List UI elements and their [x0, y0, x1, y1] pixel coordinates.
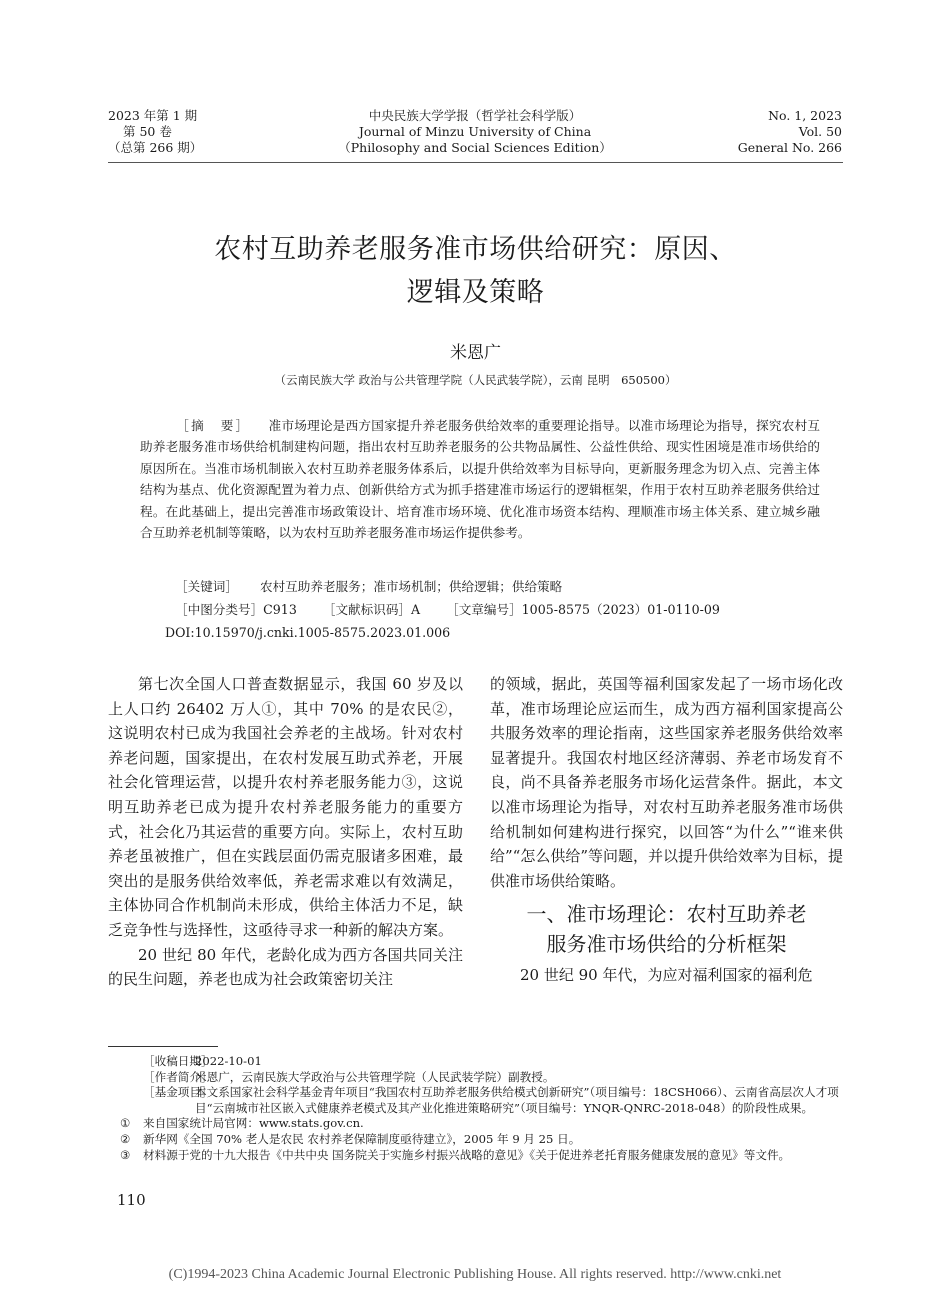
author-bio: 米恩广，云南民族大学政治与公共管理学院（人民武装学院）副教授。	[195, 1069, 555, 1084]
paper-title	[108, 228, 843, 314]
abstract	[140, 415, 820, 543]
header-total-issue: （总第 266 期）	[108, 140, 203, 155]
header-issue-en: No. 1, 2023	[768, 108, 842, 123]
footnote-mark: ②	[120, 1131, 131, 1146]
doc-code-label: ［文献标识码］	[322, 602, 411, 617]
body-paragraph: 第七次全国人口普查数据显示，我国 60 岁及以上人口约 26402 万人①，其中 70% 的是农民②，这说明农村已成为我国社会养老的主战场。针对农村养老问题，国家提出，在农村发展互助式养老，开展社会化管理运营，以提升农村养老服务能力③，这说明互助养老已成为提升农村养老服务能力的重要方式，社会化乃其运营的重要方向。实际上，农村互助养老虽被推广，但在实践层面仍需克服诸多困难，最突出的是服务供给效率低，养老需求难以有效满足，主体协同合作机制尚未形成，供给主体活力不足，缺乏竞争性与选择性，这亟待寻求一种新的解决方案。	[108, 675, 463, 939]
footnote-text: 材料源于党的十九大报告《中共中央 国务院关于实施乡村振兴战略的意见》《关于促进养老托育服务健康发展的意见》等文件。	[143, 1147, 791, 1162]
title-line-1: 农村互助养老服务准市场供给研究：原因、	[214, 234, 737, 265]
header-journal-name	[260, 108, 690, 156]
article-no-value: 1005-8575（2023）01-0110-09	[521, 602, 720, 617]
header-volume: 第 50 卷	[123, 124, 172, 139]
author-bio-label: ［作者简介］	[143, 1069, 213, 1084]
body-paragraph: 20 世纪 80 年代，老龄化成为西方各国共同关注的民生问题，养老也成为社会政策密切关注	[108, 945, 463, 989]
header-issue: 2023 年第 1 期	[108, 108, 198, 123]
footnote-item	[108, 1116, 843, 1132]
footnote-item	[108, 1132, 843, 1148]
journal-name-en: Journal of Minzu University of China	[358, 124, 592, 139]
doi: DOI:10.15970/j.cnki.1005-8575.2023.01.006	[165, 625, 451, 640]
clc-label: ［中图分类号］	[175, 602, 264, 617]
doc-code-value: A	[411, 602, 421, 617]
title-line-2: 逻辑及策略	[406, 277, 545, 308]
header-volume-en: Vol. 50	[798, 124, 842, 139]
footnote-author	[108, 1070, 843, 1086]
keywords-text: 农村互助养老服务；准市场机制；供给逻辑；供给策略	[259, 579, 563, 594]
section-heading-1	[490, 899, 843, 959]
article-no-label: ［文章编号］	[446, 602, 522, 617]
body-paragraph: 20 世纪 90 年代，为应对福利国家的福利危	[520, 966, 813, 985]
header-issue-info	[108, 108, 202, 156]
author-affiliation: （云南民族大学 政治与公共管理学院（人民武装学院），云南 昆明 650500）	[274, 373, 677, 387]
body-left-column	[108, 672, 463, 992]
header-general-no: General No. 266	[737, 140, 842, 155]
classification-line	[175, 599, 825, 620]
journal-edition-en: （Philosophy and Social Sciences Edition）	[338, 140, 612, 155]
author-name: 米恩广	[450, 343, 501, 363]
received-date: 2022-10-01	[195, 1054, 262, 1068]
footnote-rule	[108, 1046, 218, 1047]
footnote-mark: ③	[120, 1147, 131, 1162]
footnote-item	[108, 1148, 843, 1164]
section-heading-line-1: 一、准市场理论：农村互助养老	[526, 902, 807, 927]
header-issue-info-en	[738, 108, 842, 156]
footnote-text: 新华网《全国 70% 老人是农民 农村养老保障制度亟待建立》，2005 年 9 月 25 日。	[143, 1131, 581, 1146]
section-heading-line-2: 服务准市场供给的分析框架	[546, 932, 787, 957]
page-number: 110	[117, 1191, 146, 1209]
copyright-notice: (C)1994-2023 China Academic Journal Electronic Publishing House. All rights reserved. http://www.cnki.net	[168, 1267, 782, 1282]
fund-text: 本文系国家社会科学基金青年项目“我国农村互助养老服务供给模式创新研究”（项目编号：18CSH066）、云南省高层次人才项目“云南城市社区嵌入式健康养老模式及其产业化推进策略研究”（项目编号：YNQR-QNRC-2018-048）的阶段性成果。	[195, 1085, 839, 1115]
header-rule	[108, 162, 843, 163]
keywords	[175, 576, 825, 597]
footnotes	[108, 1054, 843, 1163]
received-label: ［收稿日期］	[143, 1054, 213, 1068]
fund-label: ［基金项目］	[143, 1085, 213, 1100]
abstract-text: 准市场理论是西方国家提升养老服务供给效率的重要理论指导。以准市场理论为指导，探究农村互助养老服务准市场供给机制建构问题，指出农村互助养老服务的公共物品属性、公益性供给、现实性困境是准市场供给的原因所在。当准市场机制嵌入农村互助养老服务体系后，以提升供给效率为目标导向，更新服务理念为切入点、完善主体结构为基点、优化资源配置为着力点、创新供给方式为抓手搭建准市场运行的逻辑框架，作用于农村互助养老服务供给过程。在此基础上，提出完善准市场政策设计、培育准市场环境、优化准市场资本结构、理顺准市场主体关系、建立城乡融合互助养老机制等策略，以为农村互助养老服务准市场运作提供参考。	[140, 418, 821, 541]
abstract-label: ［摘 要］	[176, 418, 251, 433]
keywords-label: ［关键词］	[175, 579, 238, 594]
body-right-column	[490, 672, 843, 988]
body-paragraph-continued: 的领域，据此，英国等福利国家发起了一场市场化改革，准市场理论应运而生，成为西方福利国家提高公共服务效率的理论指南，这些国家养老服务供给效率显著提升。我国农村地区经济薄弱、养老市场发育不良，尚不具备养老服务市场化运营条件。据此，本文以准市场理论为指导，对农村互助养老服务准市场供给机制如何建构进行探究，以回答“为什么”“谁来供给”“怎么供给”等问题，并以提升供给效率为目标，提供准市场供给策略。	[490, 675, 844, 890]
journal-name-cn: 中央民族大学学报（哲学社会科学版）	[368, 108, 582, 123]
footnote-fund	[108, 1085, 843, 1116]
footnote-received	[108, 1054, 843, 1070]
footnote-text: 来自国家统计局官网：www.stats.gov.cn.	[143, 1116, 364, 1131]
clc-value: C913	[263, 602, 297, 617]
footnote-mark: ①	[120, 1116, 131, 1131]
